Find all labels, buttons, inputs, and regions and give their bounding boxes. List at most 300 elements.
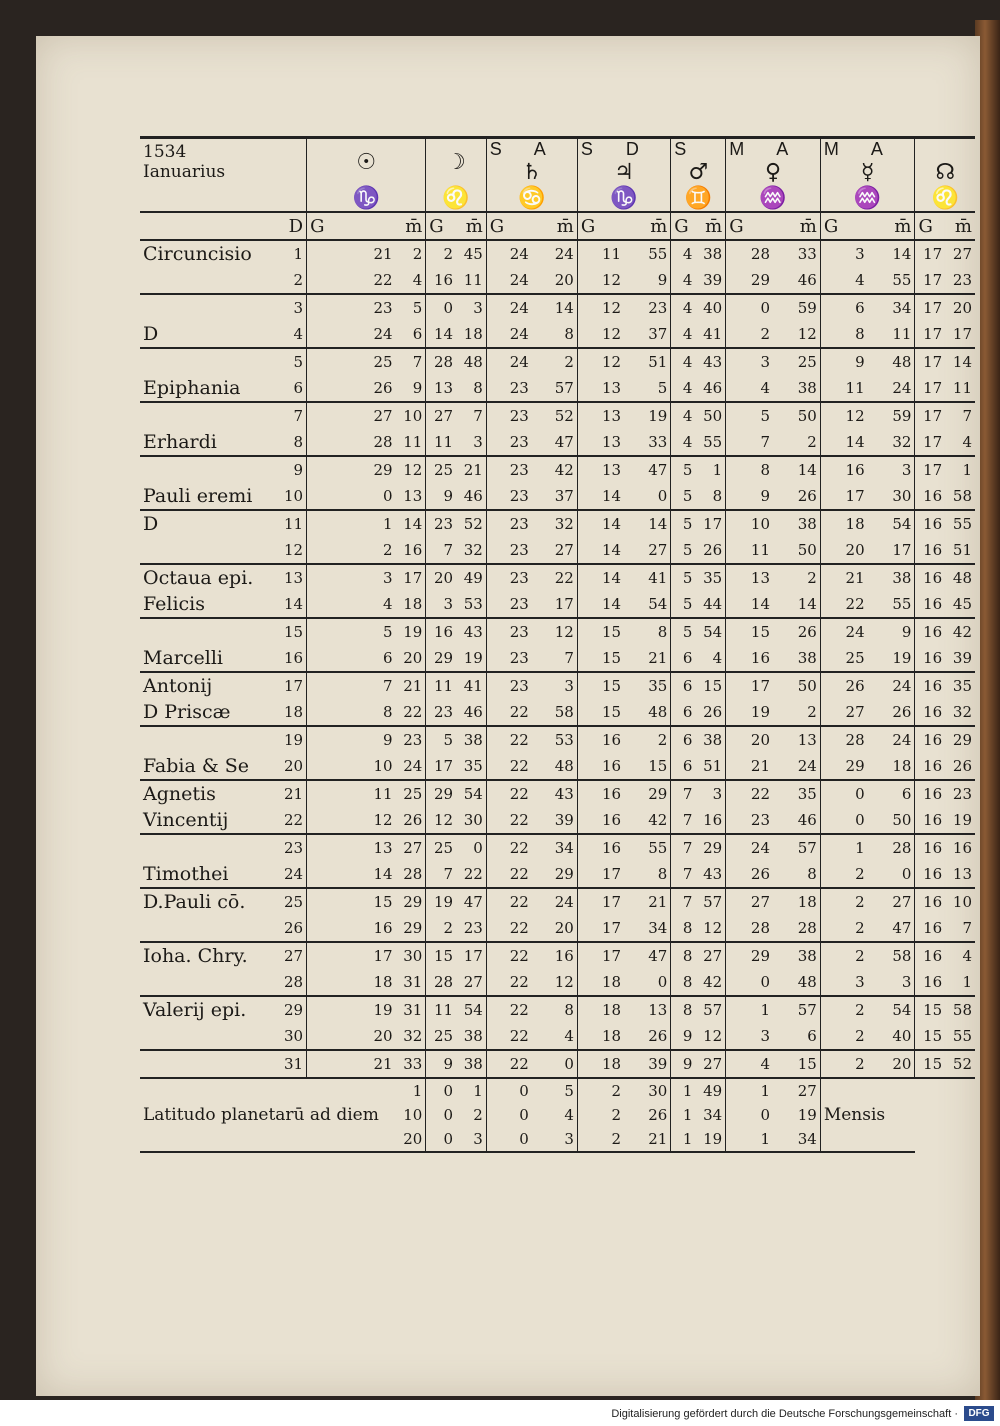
degree-cell: 23 xyxy=(486,483,532,510)
minute-cell: 35 xyxy=(952,677,972,695)
degree-cell: 16 xyxy=(915,861,945,888)
minute-cell: 33 xyxy=(396,1050,426,1078)
minute-cell: 51 xyxy=(695,753,725,780)
minute-cell: 28 xyxy=(396,861,426,888)
feast-name: Vincentij xyxy=(140,807,281,834)
day-number: 5 xyxy=(293,353,304,371)
minute-cell: 54 xyxy=(892,1001,912,1019)
mars-symbol: S ♂ xyxy=(671,138,726,186)
day-number: 13 xyxy=(284,569,304,587)
degree-col-header: G xyxy=(307,212,396,240)
table-row xyxy=(140,483,975,510)
degree-cell: 26 xyxy=(820,672,867,699)
degree-cell: 22 xyxy=(486,942,532,969)
day-number: 2 xyxy=(281,267,307,294)
degree-cell: 0 xyxy=(820,780,867,807)
minute-cell: 8 xyxy=(564,1001,574,1019)
minute-cell: 40 xyxy=(868,1023,915,1050)
minute-cell: 55 xyxy=(695,429,725,456)
minute-cell: 27 xyxy=(695,1050,725,1078)
minute-cell: 35 xyxy=(703,569,723,587)
sign-capricorn: ♑ xyxy=(577,185,670,212)
degree-cell: 6 xyxy=(671,753,696,780)
minute-cell: 46 xyxy=(456,483,486,510)
minute-cell: 26 xyxy=(868,699,915,726)
degree-cell: 22 xyxy=(726,780,773,807)
minute-cell: 23 xyxy=(945,267,975,294)
degree-cell: 7 xyxy=(671,861,696,888)
degree-cell: 17 xyxy=(307,942,396,969)
table-row xyxy=(140,564,975,591)
feast-name: D xyxy=(140,321,281,348)
minute-cell: 27 xyxy=(456,969,486,996)
latitude-cell: 1 xyxy=(473,1082,483,1100)
feast-name xyxy=(140,537,281,564)
degree-cell: 14 xyxy=(577,483,624,510)
degree-cell: 16 xyxy=(915,753,945,780)
day-number: 19 xyxy=(284,731,304,749)
minute-cell: 2 xyxy=(773,699,820,726)
aspect-label: S xyxy=(674,139,701,159)
day-number: 31 xyxy=(281,1050,307,1078)
feast-name: Epiphania xyxy=(140,375,281,402)
table-row xyxy=(140,699,975,726)
minute-cell: 11 xyxy=(868,321,915,348)
minute-cell: 47 xyxy=(532,429,578,456)
degree-cell: 3 xyxy=(726,348,773,375)
minute-cell: 57 xyxy=(703,893,723,911)
minute-cell: 23 xyxy=(952,785,972,803)
degree-cell: 17 xyxy=(577,888,624,915)
degree-cell: 16 xyxy=(915,591,945,618)
feast-name xyxy=(140,1050,281,1078)
minute-cell: 4 xyxy=(396,267,426,294)
degree-cell: 23 xyxy=(486,429,532,456)
degree-cell: 13 xyxy=(577,456,624,483)
minute-cell: 21 xyxy=(463,461,483,479)
day-col-header: D xyxy=(281,212,307,240)
minute-cell: 29 xyxy=(703,839,723,857)
latitude-cell: 2 xyxy=(577,1127,624,1152)
minute-cell: 24 xyxy=(892,677,912,695)
minute-cell: 13 xyxy=(648,1001,668,1019)
table-row xyxy=(140,942,975,969)
degree-cell: 5 xyxy=(671,618,696,645)
degree-cell: 16 xyxy=(577,753,624,780)
minute-cell: 7 xyxy=(945,915,975,942)
degree-cell: 2 xyxy=(820,1050,867,1078)
degree-cell: 23 xyxy=(486,510,532,537)
node-symbol: ☊ xyxy=(915,138,975,186)
sign-capricorn: ♑ xyxy=(307,185,426,212)
minute-cell: 0 xyxy=(532,1050,578,1078)
minute-cell: 8 xyxy=(695,483,725,510)
minute-cell: 20 xyxy=(532,915,578,942)
degree-cell: 16 xyxy=(915,888,945,915)
minute-cell: 27 xyxy=(403,839,423,857)
degree-cell: 4 xyxy=(671,321,696,348)
degree-cell: 23 xyxy=(486,618,532,645)
minute-cell: 50 xyxy=(773,537,820,564)
degree-cell: 23 xyxy=(486,375,532,402)
day-number: 26 xyxy=(281,915,307,942)
degree-cell: 16 xyxy=(426,618,456,645)
degree-cell: 23 xyxy=(486,537,532,564)
minute-cell: 22 xyxy=(554,569,574,587)
degree-cell: 2 xyxy=(820,915,867,942)
latitude-cell: 34 xyxy=(773,1127,820,1152)
minute-cell: 42 xyxy=(695,969,725,996)
minute-cell: 0 xyxy=(624,969,671,996)
degree-cell: 17 xyxy=(915,456,945,483)
minute-cell: 14 xyxy=(797,461,817,479)
minute-col-header: m̄ xyxy=(945,212,975,240)
degree-cell: 4 xyxy=(671,429,696,456)
degree-cell: 22 xyxy=(486,861,532,888)
table-row xyxy=(140,915,975,942)
degree-cell: 25 xyxy=(426,456,456,483)
minute-cell: 47 xyxy=(868,915,915,942)
degree-cell: 28 xyxy=(426,348,456,375)
degree-cell: 17 xyxy=(577,942,624,969)
minute-cell: 10 xyxy=(403,407,423,425)
degree-cell: 14 xyxy=(577,510,624,537)
latitude-cell: 30 xyxy=(648,1082,668,1100)
degree-cell: 16 xyxy=(915,510,945,537)
degree-cell: 2 xyxy=(820,1023,867,1050)
degree-cell: 3 xyxy=(307,564,396,591)
table-row xyxy=(140,456,975,483)
degree-cell: 17 xyxy=(915,348,945,375)
minute-cell: 25 xyxy=(797,353,817,371)
minute-cell: 18 xyxy=(396,591,426,618)
degree-cell: 2 xyxy=(820,996,867,1023)
degree-cell: 29 xyxy=(820,753,867,780)
minute-cell: 14 xyxy=(403,515,423,533)
minute-cell: 2 xyxy=(807,569,817,587)
degree-cell: 29 xyxy=(426,780,456,807)
minute-cell: 21 xyxy=(648,893,668,911)
minute-cell: 20 xyxy=(532,267,578,294)
degree-cell: 19 xyxy=(726,699,773,726)
minute-col-header: m̄ xyxy=(695,212,725,240)
latitude-day: 10 xyxy=(403,1106,423,1124)
minute-cell: 35 xyxy=(648,677,668,695)
minute-cell: 7 xyxy=(532,645,578,672)
degree-cell: 16 xyxy=(915,645,945,672)
latitude-cell: 2 xyxy=(577,1078,624,1103)
minute-cell: 38 xyxy=(456,1050,486,1078)
degree-cell: 9 xyxy=(426,1050,456,1078)
feast-name xyxy=(140,969,281,996)
feast-name: Pauli eremi xyxy=(140,483,281,510)
minute-cell: 38 xyxy=(463,731,483,749)
latitude-cell: 3 xyxy=(456,1127,486,1152)
day-number: 21 xyxy=(284,785,304,803)
degree-cell: 27 xyxy=(426,402,456,429)
minute-cell: 29 xyxy=(396,915,426,942)
degree-cell: 27 xyxy=(307,402,396,429)
month: Ianuarius xyxy=(143,162,226,182)
minute-cell: 34 xyxy=(554,839,574,857)
minute-cell: 29 xyxy=(648,785,668,803)
degree-cell: 17 xyxy=(820,483,867,510)
degree-cell: 8 xyxy=(307,699,396,726)
aspect-label: S A xyxy=(489,139,560,159)
year: 1534 xyxy=(143,142,187,162)
minute-cell: 18 xyxy=(797,893,817,911)
minute-cell: 8 xyxy=(657,623,668,641)
minute-cell: 50 xyxy=(797,407,817,425)
degree-cell: 23 xyxy=(486,564,532,591)
degree-cell: 3 xyxy=(820,969,867,996)
degree-cell: 16 xyxy=(915,699,945,726)
degree-cell: 8 xyxy=(820,321,867,348)
minute-cell: 58 xyxy=(945,483,975,510)
degree-cell: 17 xyxy=(915,294,945,321)
minute-cell: 5 xyxy=(412,299,423,317)
minute-cell: 3 xyxy=(712,785,723,803)
mensis-label xyxy=(820,1127,915,1152)
day-number: 9 xyxy=(293,461,304,479)
minute-cell: 26 xyxy=(396,807,426,834)
minute-cell: 38 xyxy=(773,645,820,672)
minute-cell: 54 xyxy=(463,1001,483,1019)
minute-cell: 46 xyxy=(773,807,820,834)
minute-cell: 43 xyxy=(695,861,725,888)
minute-cell: 3 xyxy=(868,969,915,996)
day-number: 1 xyxy=(293,245,304,263)
minute-cell: 40 xyxy=(703,299,723,317)
latitude-cell: 27 xyxy=(797,1082,817,1100)
minute-cell: 55 xyxy=(648,245,668,263)
degree-cell: 23 xyxy=(486,456,532,483)
degree-cell: 26 xyxy=(726,861,773,888)
minute-cell: 33 xyxy=(624,429,671,456)
degree-cell: 22 xyxy=(486,969,532,996)
degree-cell: 28 xyxy=(307,429,396,456)
latitude-cell: 26 xyxy=(648,1106,668,1124)
degree-cell: 12 xyxy=(577,321,624,348)
table-row xyxy=(140,672,975,699)
degree-cell: 5 xyxy=(426,726,456,753)
minute-cell: 15 xyxy=(624,753,671,780)
day-number: 30 xyxy=(281,1023,307,1050)
degree-cell: 2 xyxy=(307,537,396,564)
minute-cell: 2 xyxy=(773,429,820,456)
feast-name: Marcelli xyxy=(140,645,281,672)
degree-cell: 3 xyxy=(426,591,456,618)
name-col-header xyxy=(140,212,281,240)
degree-cell: 23 xyxy=(486,672,532,699)
minute-cell: 17 xyxy=(945,321,975,348)
feast-name: Felicis xyxy=(140,591,281,618)
degree-cell: 16 xyxy=(915,942,945,969)
latitude-cell: 0 xyxy=(426,1103,456,1127)
ephemeris-table-container xyxy=(140,136,975,1153)
minute-cell: 11 xyxy=(456,267,486,294)
minute-cell: 13 xyxy=(797,731,817,749)
degree-cell: 22 xyxy=(307,267,396,294)
minute-cell: 19 xyxy=(868,645,915,672)
table-row xyxy=(140,591,975,618)
minute-cell: 55 xyxy=(648,839,668,857)
degree-cell: 22 xyxy=(486,780,532,807)
minute-cell: 47 xyxy=(648,947,668,965)
degree-cell: 16 xyxy=(426,267,456,294)
degree-cell: 15 xyxy=(577,645,624,672)
minute-cell: 6 xyxy=(396,321,426,348)
latitude-label: Latitudo planetarū ad diem xyxy=(143,1105,379,1125)
degree-cell: 4 xyxy=(671,348,696,375)
minute-cell: 14 xyxy=(554,299,574,317)
degree-cell: 16 xyxy=(915,969,945,996)
degree-cell: 15 xyxy=(915,1050,945,1078)
minute-cell: 50 xyxy=(703,407,723,425)
degree-cell: 24 xyxy=(486,267,532,294)
table-row xyxy=(140,1050,975,1078)
degree-cell: 22 xyxy=(486,915,532,942)
degree-cell: 5 xyxy=(671,564,696,591)
minute-cell: 39 xyxy=(695,267,725,294)
degree-cell: 17 xyxy=(915,267,945,294)
latitude-cell: 19 xyxy=(797,1106,817,1124)
feast-name: Erhardi xyxy=(140,429,281,456)
degree-cell: 16 xyxy=(915,834,945,861)
latitude-cell: 5 xyxy=(564,1082,574,1100)
degree-cell: 23 xyxy=(486,591,532,618)
degree-cell: 5 xyxy=(307,618,396,645)
minute-cell: 32 xyxy=(945,699,975,726)
degree-cell: 21 xyxy=(820,564,867,591)
degree-cell: 0 xyxy=(820,807,867,834)
mercury-symbol: M A ☿ xyxy=(820,138,915,186)
minute-cell: 32 xyxy=(396,1023,426,1050)
degree-cell: 15 xyxy=(307,888,396,915)
minute-cell: 11 xyxy=(396,429,426,456)
daily-rows xyxy=(140,240,975,1078)
minute-cell: 20 xyxy=(396,645,426,672)
degree-cell: 6 xyxy=(820,294,867,321)
degree-cell: 14 xyxy=(577,537,624,564)
day-number: 3 xyxy=(293,299,304,317)
degree-cell: 18 xyxy=(577,996,624,1023)
minute-cell: 57 xyxy=(703,1001,723,1019)
degree-cell: 25 xyxy=(426,1023,456,1050)
degree-cell: 15 xyxy=(726,618,773,645)
degree-cell: 5 xyxy=(671,456,696,483)
degree-cell: 23 xyxy=(426,699,456,726)
degree-cell: 9 xyxy=(426,483,456,510)
degree-col-header: G xyxy=(486,212,532,240)
degree-cell: 24 xyxy=(486,348,532,375)
minute-cell: 45 xyxy=(945,591,975,618)
degree-cell: 7 xyxy=(307,672,396,699)
day-number: 28 xyxy=(281,969,307,996)
degree-cell: 0 xyxy=(726,969,773,996)
minute-cell: 35 xyxy=(797,785,817,803)
latitude-row xyxy=(140,1103,975,1127)
latitude-row xyxy=(140,1127,975,1152)
degree-cell: 23 xyxy=(726,807,773,834)
minute-cell: 31 xyxy=(396,969,426,996)
degree-cell: 1 xyxy=(726,996,773,1023)
degree-cell: 18 xyxy=(577,1023,624,1050)
minute-cell: 19 xyxy=(648,407,668,425)
minute-cell: 19 xyxy=(456,645,486,672)
degree-cell: 17 xyxy=(426,753,456,780)
degree-cell: 22 xyxy=(486,996,532,1023)
degree-cell: 16 xyxy=(820,456,867,483)
degree-cell: 24 xyxy=(820,618,867,645)
degree-cell: 24 xyxy=(726,834,773,861)
minute-cell: 58 xyxy=(892,947,912,965)
table-row xyxy=(140,645,975,672)
feast-name: D Priscæ xyxy=(140,699,281,726)
minute-cell: 4 xyxy=(695,645,725,672)
table-row xyxy=(140,510,975,537)
minute-cell: 32 xyxy=(868,429,915,456)
minute-cell: 49 xyxy=(463,569,483,587)
degree-cell: 7 xyxy=(426,537,456,564)
degree-cell: 0 xyxy=(726,294,773,321)
degree-cell: 22 xyxy=(486,726,532,753)
degree-cell: 2 xyxy=(820,861,867,888)
minute-cell: 13 xyxy=(945,861,975,888)
degree-col-header: G xyxy=(671,212,696,240)
minute-cell: 13 xyxy=(396,483,426,510)
day-number: 27 xyxy=(284,947,304,965)
minute-cell: 9 xyxy=(901,623,912,641)
degree-cell: 14 xyxy=(820,429,867,456)
degree-cell: 13 xyxy=(726,564,773,591)
minute-cell: 46 xyxy=(456,699,486,726)
degree-cell: 21 xyxy=(307,240,396,267)
degree-cell: 8 xyxy=(726,456,773,483)
degree-cell: 16 xyxy=(915,618,945,645)
minute-cell: 38 xyxy=(797,947,817,965)
year-label xyxy=(140,138,307,186)
degree-cell: 4 xyxy=(726,1050,773,1078)
minute-col-header: m̄ xyxy=(456,212,486,240)
minute-cell: 52 xyxy=(463,515,483,533)
degree-cell: 16 xyxy=(577,807,624,834)
degree-cell: 2 xyxy=(820,888,867,915)
minute-cell: 24 xyxy=(396,753,426,780)
degree-cell: 19 xyxy=(426,888,456,915)
minute-cell: 41 xyxy=(648,569,668,587)
minute-cell: 9 xyxy=(396,375,426,402)
latitude-cell: 0 xyxy=(726,1103,773,1127)
minute-cell: 54 xyxy=(892,515,912,533)
minute-cell: 37 xyxy=(532,483,578,510)
minute-cell: 15 xyxy=(703,677,723,695)
minute-cell: 48 xyxy=(952,569,972,587)
degree-cell: 22 xyxy=(486,1023,532,1050)
degree-cell: 29 xyxy=(726,942,773,969)
minute-cell: 21 xyxy=(403,677,423,695)
degree-cell: 15 xyxy=(577,699,624,726)
minute-cell: 16 xyxy=(695,807,725,834)
degree-cell: 16 xyxy=(577,834,624,861)
degree-cell: 6 xyxy=(671,645,696,672)
degree-cell: 8 xyxy=(671,996,696,1023)
table-row xyxy=(140,753,975,780)
degree-cell: 16 xyxy=(577,780,624,807)
feast-name xyxy=(140,618,281,645)
degree-cell: 22 xyxy=(486,1050,532,1078)
ephemeris-table xyxy=(140,136,975,1153)
